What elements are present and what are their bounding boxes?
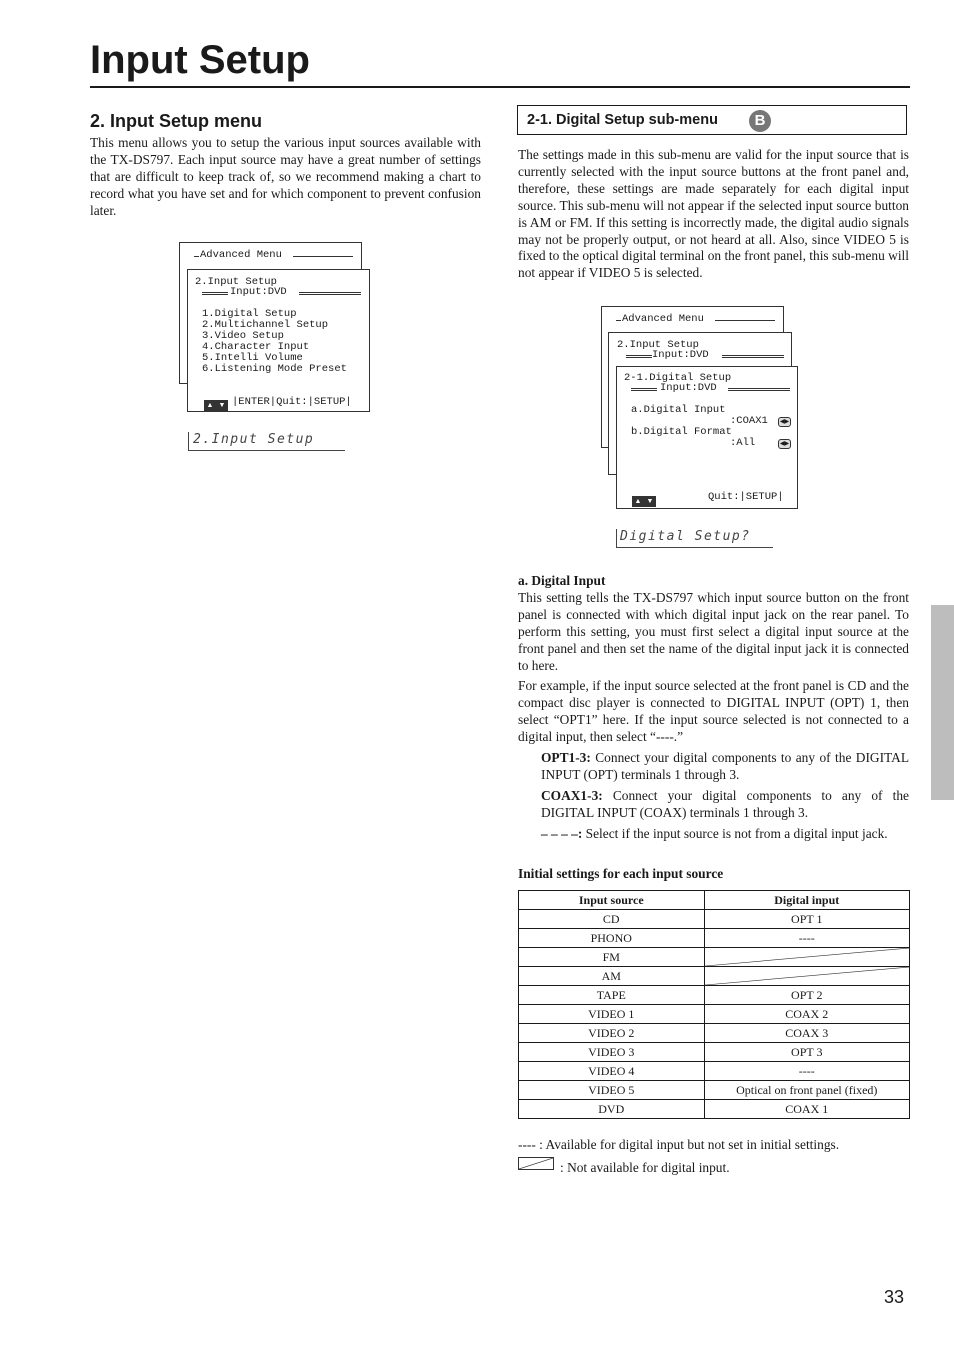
osd-layer-3: [616, 366, 798, 509]
adjust-icon: ◀▶: [779, 418, 790, 425]
table-row: [519, 1062, 910, 1081]
osd-rule: [616, 320, 621, 321]
table-cell: COAX 3: [704, 1024, 909, 1043]
osd-menu-item: 3.Video Setup: [202, 330, 284, 342]
opt-label: OPT1-3:: [541, 750, 591, 766]
table-row: [519, 929, 910, 948]
table-cell: VIDEO 4: [519, 1062, 705, 1081]
osd-footer: Quit:|SETUP|: [708, 491, 784, 503]
adjust-icon: ◀▶: [779, 440, 790, 447]
up-arrow-icon: ▲: [204, 400, 216, 411]
subsection-intro-text: The settings made in this sub-menu are valid for the input source that is currently selected with the input source buttons at the front panel and, therefore, these settings are made separately for each digital input source. This sub-menu will not appear if the selected input source button is AM or FM. If this setting is incorrectly made, the digital audio signals may not be properly output, or not heard at all. Also, since VIDEO 5 is fixed to the optical digital terminal on the front panel, this sub-menu will not appear if VIDEO 5 is selected.: [518, 147, 909, 281]
table-cell: COAX 2: [704, 1005, 909, 1024]
none-label: – – – –:: [541, 825, 583, 841]
opt-description: [518, 750, 909, 784]
osd-rule: [293, 256, 353, 257]
table-cell: Optical on front panel (fixed): [704, 1081, 909, 1100]
digital-input-section: [518, 573, 909, 843]
osd-rule: [626, 355, 652, 358]
front-display-text: 2.Input Setup: [193, 432, 315, 447]
coax-description: [518, 788, 909, 822]
digital-input-p2: For example, if the input source selected at the front panel is CD and the compact disc player is connected to DIGITAL INPUT (OPT) 1, then select “OPT1” here. If the input source selected is not connected to a digital input, then select “----.”: [518, 678, 909, 745]
table-row: [519, 1005, 910, 1024]
table-header-row: [519, 891, 910, 910]
coax-text: Connect your digital components to any of the DIGITAL INPUT (COAX) terminals 1 through 3.: [541, 787, 909, 820]
osd-layer2-title: 2.Input Setup: [617, 339, 699, 351]
osd-menu-item: 2.Multichannel Setup: [202, 319, 329, 331]
initial-settings-table: [518, 890, 910, 1119]
osd-rule: [722, 355, 784, 358]
osd-menu-item: 5.Intelli Volume: [202, 352, 303, 364]
title-rule: [90, 86, 910, 88]
osd-front-sub: Input:DVD: [230, 286, 287, 298]
dash-note: ---- : Available for digital input but not set in initial settings.: [518, 1137, 840, 1152]
diagonal-slash-icon: [705, 948, 909, 966]
na-note: : Not available for digital input.: [560, 1160, 730, 1175]
osd-item-digital-input: a.Digital Input: [631, 404, 726, 416]
osd-back-title: Advanced Menu: [200, 249, 282, 261]
table-row: [519, 1024, 910, 1043]
osd-menu-item: 6.Listening Mode Preset: [202, 363, 347, 375]
diagonal-slash-icon: [705, 967, 909, 985]
chapter-side-tab: [931, 605, 954, 800]
table-cell: TAPE: [519, 986, 705, 1005]
osd-rule: [631, 388, 657, 391]
opt-text: Connect your digital components to any of the DIGITAL INPUT (OPT) terminals 1 through 3.: [541, 750, 909, 782]
table-cell: ----: [704, 1062, 909, 1081]
down-arrow-icon: ▼: [644, 496, 656, 507]
osd-nav-keys: [632, 492, 656, 510]
osd-rule: [194, 256, 199, 257]
table-header: Input source: [519, 891, 705, 910]
osd-item-digital-format-value: :All: [730, 437, 756, 449]
osd-menu-item: 4.Character Input: [202, 341, 310, 353]
osd-rule: [715, 320, 775, 321]
table-cell: FM: [519, 948, 705, 967]
table-cell: PHONO: [519, 929, 705, 948]
table-row: [519, 910, 910, 929]
osd-rule: [728, 388, 790, 391]
osd-menu-item: 1.Digital Setup: [202, 308, 297, 320]
not-available-cell: [704, 967, 909, 986]
table-cell: VIDEO 3: [519, 1043, 705, 1062]
subsection-heading: 2-1. Digital Setup sub-menu: [527, 112, 718, 128]
front-display-text: Digital Setup?: [620, 529, 751, 544]
osd-rule: [299, 292, 361, 295]
table-row: [519, 948, 910, 967]
table-row: [519, 1100, 910, 1119]
table-header: Digital input: [704, 891, 909, 910]
osd-front-panel: [187, 269, 370, 412]
osd-layer3-title: 2-1.Digital Setup: [624, 372, 732, 384]
intro-text: This menu allows you to setup the various input sources available with the TX-DS797. Each input source may have a great number of settings that are difficult to keep track of, so we recommend making a chart to record what you have set and for which component to prevent confusion later.: [90, 135, 481, 218]
digital-input-p1: This setting tells the TX-DS797 which input source button on the front panel is connected with which digital input jack on the rear panel. To perform this setting, you must first select a digital input source at the front panel and then set the name of the digital input jack it is connected to here.: [518, 589, 909, 673]
badge-b-icon: B: [749, 110, 771, 132]
table-cell: VIDEO 2: [519, 1024, 705, 1043]
section-intro: [90, 135, 481, 220]
page-number: 33: [884, 1287, 905, 1307]
osd-item-digital-input-value: :COAX1: [730, 415, 768, 427]
table-cell: OPT 3: [704, 1043, 909, 1062]
table-row: [519, 1043, 910, 1062]
osd-item-digital-format: b.Digital Format: [631, 426, 732, 438]
osd-layer2-sub: Input:DVD: [652, 349, 709, 361]
table-cell: AM: [519, 967, 705, 986]
table-cell: COAX 1: [704, 1100, 909, 1119]
osd-footer: |ENTER|Quit:|SETUP|: [232, 396, 352, 408]
table-row: [519, 986, 910, 1005]
table-caption: Initial settings for each input source: [518, 866, 724, 881]
osd-layer3-sub: Input:DVD: [660, 382, 717, 394]
diagonal-slash-icon: [519, 1158, 553, 1169]
digital-input-heading: a. Digital Input: [518, 573, 606, 588]
table-cell: OPT 1: [704, 910, 909, 929]
none-text: Select if the input source is not from a digital input jack.: [585, 825, 888, 841]
subsection-intro: [518, 147, 909, 282]
table-row: [519, 1081, 910, 1100]
none-description: [518, 826, 909, 843]
not-available-cell: [704, 948, 909, 967]
section-heading: 2. Input Setup menu: [90, 111, 263, 131]
table-cell: OPT 2: [704, 986, 909, 1005]
osd-front-title: 2.Input Setup: [195, 276, 277, 288]
subsection-header-box: [517, 105, 907, 135]
not-available-legend-icon: [518, 1157, 554, 1170]
table-cell: VIDEO 1: [519, 1005, 705, 1024]
osd-rule: [202, 292, 228, 295]
osd-layer1-title: Advanced Menu: [622, 313, 704, 325]
table-cell: DVD: [519, 1100, 705, 1119]
down-arrow-icon: ▼: [216, 400, 228, 411]
table-cell: VIDEO 5: [519, 1081, 705, 1100]
page-title: Input Setup: [90, 38, 310, 82]
osd-nav-keys: [204, 396, 228, 414]
table-row: [519, 967, 910, 986]
up-arrow-icon: ▲: [632, 496, 644, 507]
table-cell: ----: [704, 929, 909, 948]
coax-label: COAX1-3:: [541, 787, 603, 803]
table-cell: CD: [519, 910, 705, 929]
